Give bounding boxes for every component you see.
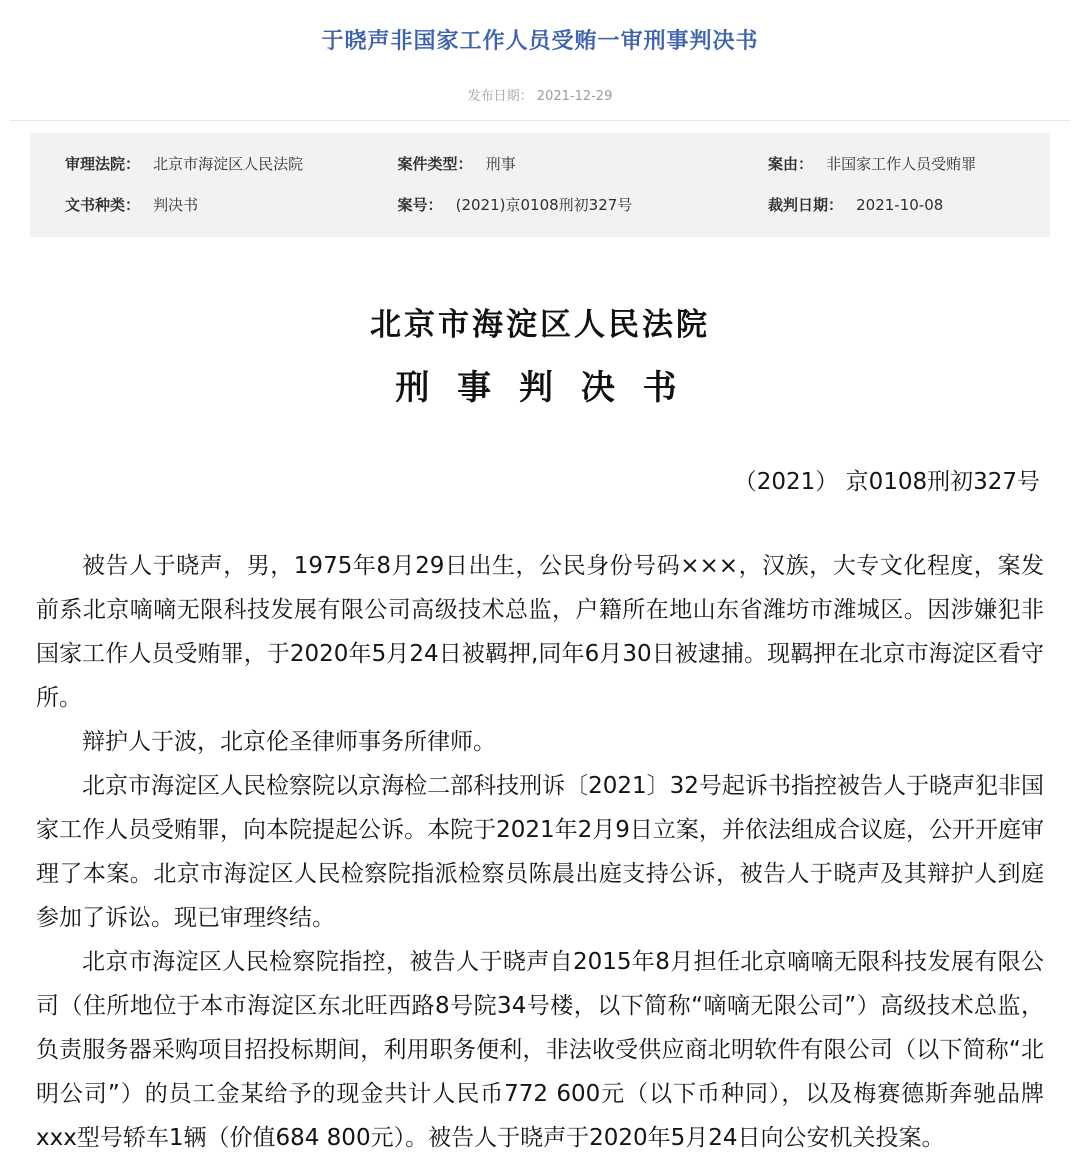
meta-cell-case-number bbox=[398, 194, 769, 215]
meta-label-doc-kind: 文书种类： bbox=[65, 196, 141, 214]
meta-cell-cause bbox=[768, 153, 1015, 174]
meta-row-1 bbox=[65, 143, 1015, 184]
page-title: 于晓声非国家工作人员受贿一审刑事判决书 bbox=[321, 29, 759, 54]
meta-cell-court bbox=[65, 153, 398, 174]
meta-value-judgment-date: 2021-10-08 bbox=[856, 196, 944, 214]
meta-value-case-type: 刑事 bbox=[485, 155, 516, 173]
case-number: （2021） 京0108刑初327号 bbox=[733, 469, 1040, 495]
meta-cell-doc-kind bbox=[65, 194, 398, 215]
meta-label-court: 审理法院： bbox=[65, 155, 141, 173]
meta-value-court: 北京市海淀区人民法院 bbox=[153, 155, 304, 173]
document-title: 刑 事 判 决 书 bbox=[395, 368, 685, 408]
meta-label-judgment-date: 裁判日期： bbox=[768, 196, 844, 214]
court-name: 北京市海淀区人民法院 bbox=[370, 307, 710, 343]
meta-label-case-number: 案号： bbox=[397, 196, 443, 214]
publish-date bbox=[0, 85, 1080, 104]
meta-value-cause: 非国家工作人员受贿罪 bbox=[826, 155, 977, 173]
meta-label-case-type: 案件类型： bbox=[397, 155, 473, 173]
meta-label-cause: 案由： bbox=[768, 155, 814, 173]
paragraph-defense-counsel: 辩护人于波，北京伦圣律师事务所律师。 bbox=[82, 729, 496, 755]
publish-date-value: 2021-12-29 bbox=[536, 89, 613, 104]
paragraph-accusation: 北京市海淀区人民检察院指控，被告人于晓声自2015年8月担任北京嘀嘀无限科技发展有限公司（住所地位于本市海淀区东北旺西路8号院34号楼，以下简称“嘀嘀无限公司”）高级技术总监，负责服务器采购项目招投标期间，利用职务便利，非法收受供应商北明软件有限公司（以下简称“北明公司”）的员工金某给予的现金共计人民币772 600元（以下币种同），以及梅赛德斯奔驰品牌xxx型号轿车1辆（价值684 800元）。被告人于晓声于2020年5月24日向公安机关投案。 bbox=[36, 949, 1044, 1151]
case-meta-band bbox=[30, 133, 1050, 237]
header-divider bbox=[10, 120, 1070, 121]
judgment-text bbox=[36, 544, 1044, 1160]
meta-value-doc-kind: 判决书 bbox=[153, 196, 199, 214]
meta-value-case-number: (2021)京0108刑初327号 bbox=[455, 196, 633, 214]
publish-date-label: 发布日期： bbox=[467, 89, 533, 104]
meta-cell-judgment-date bbox=[768, 194, 1015, 215]
meta-row-2 bbox=[65, 184, 1015, 225]
paragraph-defendant-info: 被告人于晓声，男，1975年8月29日出生，公民身份号码×××，汉族，大专文化程度，案发前系北京嘀嘀无限科技发展有限公司高级技术总监，户籍所在地山东省潍坊市潍城区。因涉嫌犯非国家工作人员受贿罪，于2020年5月24日被羁押,同年6月30日被逮捕。现羁押在北京市海淀区看守所。 bbox=[36, 553, 1044, 711]
paragraph-procedure: 北京市海淀区人民检察院以京海检二部科技刑诉〔2021〕32号起诉书指控被告人于晓声犯非国家工作人员受贿罪，向本院提起公诉。本院于2021年2月9日立案，并依法组成合议庭，公开开庭审理了本案。北京市海淀区人民检察院指派检察员陈晨出庭支持公诉，被告人于晓声及其辩护人到庭参加了诉讼。现已审理终结。 bbox=[36, 773, 1044, 931]
document-body bbox=[0, 299, 1080, 1160]
meta-cell-case-type bbox=[398, 153, 769, 174]
